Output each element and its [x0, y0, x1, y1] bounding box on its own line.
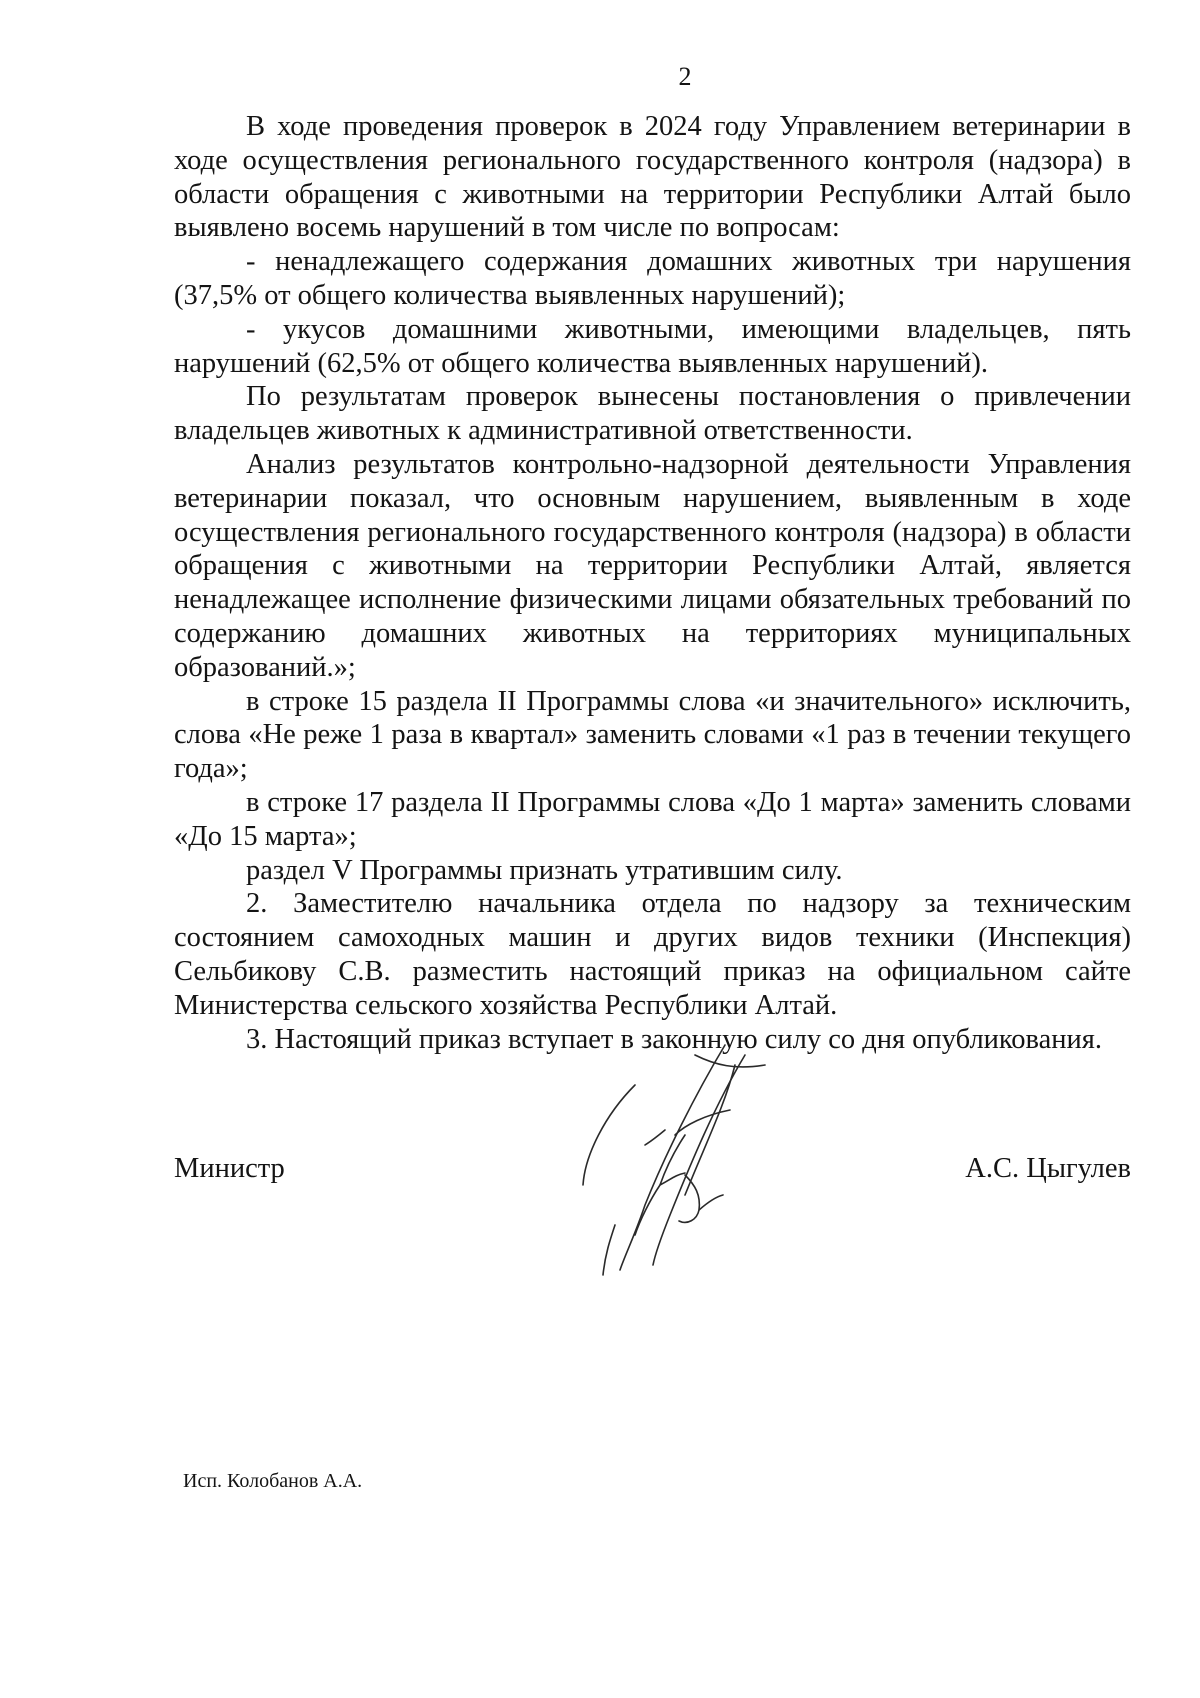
paragraph-inspections: В ходе проведения проверок в 2024 году Управлением ветеринарии в ходе осуществления регионального государственного контроля (надзора) в области обращения с животными на территории Республики Алтай было выявлено восемь нарушений в том числе по вопросам: — [174, 111, 1131, 244]
signatory-name: А.С. Цыгулев — [965, 1153, 1131, 1184]
paragraph-analysis: Анализ результатов контрольно-надзорной деятельности Управления ветеринарии показал, что основным нарушением, выявленным в ходе осуществления регионального государственного контроля (надзора) в области обращения с животными на территории Республики Алтай, является ненадлежащее исполнение физическими лицами обязательных требований по содержанию домашних животных на территориях муниципальных образований.»; — [174, 448, 1131, 683]
page-number: 2 — [678, 62, 692, 91]
paragraph-line-15: в строке 15 раздела II Программы слова «и значительного» исключить, слова «Не реже 1 раза в квартал» заменить словами «1 раз в течении текущего года»; — [174, 685, 1131, 785]
document-body — [174, 110, 1131, 1056]
paragraph-line-17: в строке 17 раздела II Программы слова «До 1 марта» заменить словами «До 15 марта»; — [174, 786, 1131, 852]
signature-block — [174, 1153, 1131, 1193]
paragraph-violation-keeping: - ненадлежащего содержания домашних животных три нарушения (37,5% от общего количества выявленных нарушений); — [174, 246, 1131, 311]
paragraph-results: По результатам проверок вынесены постановления о привлечении владельцев животных к административной ответственности. — [174, 381, 1131, 447]
paragraph-section-v: раздел V Программы признать утратившим силу. — [246, 854, 843, 886]
executor-note: Исп. Колобанов А.А. — [183, 1470, 363, 1492]
paragraph-item-3: 3. Настоящий приказ вступает в законную силу со дня опубликования. — [246, 1023, 1103, 1055]
signatory-role: Министр — [174, 1153, 285, 1184]
paragraph-item-2: 2. Заместителю начальника отдела по надзору за техническим состоянием самоходных машин и других видов техники (Инспекция) Сельбикову С.В. разместить настоящий приказ на официальном сайте Министерства сельского хозяйства Республики Алтай. — [174, 888, 1131, 1021]
paragraph-violation-bites: - укусов домашними животными, имеющими владельцев, пять нарушений (62,5% от общего количества выявленных нарушений). — [174, 313, 1131, 379]
